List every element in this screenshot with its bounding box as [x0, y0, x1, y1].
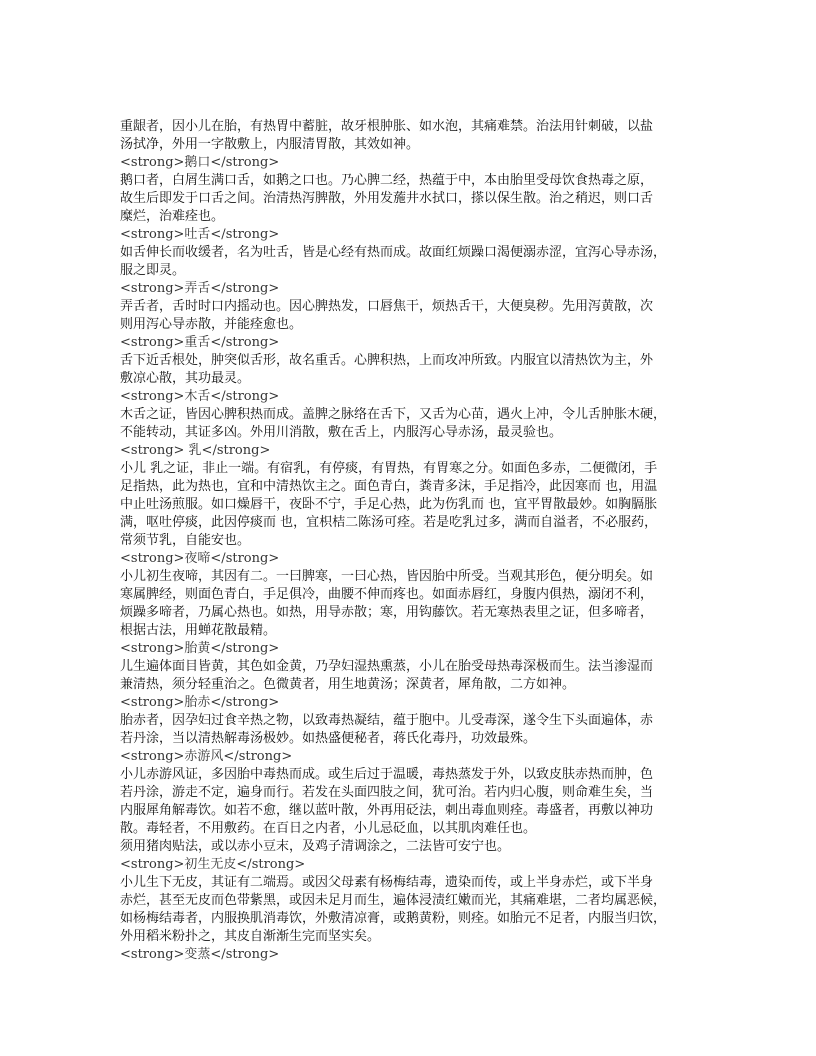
text-line: 若丹涂，当以清热解毒汤极妙。如热盛便秘者，蒋氏化毒丹，功效最殊。 [120, 731, 537, 746]
section-heading: <strong>重舌</strong> [120, 335, 280, 350]
text-line: 敷凉心散，其功最灵。 [120, 371, 251, 386]
text-line: 如杨梅结毒者，内服换肌消毒饮，外敷清凉膏，或鹅黄粉，则痊。如胎元不足者，内服当归饮， [120, 911, 667, 926]
text-line: 胎赤者，因孕妇过食辛热之物，以致毒热凝结，蕴于胞中。儿受毒深，遂令生下头面遍体，赤 [120, 713, 654, 728]
section-heading: <strong>鹅口</strong> [120, 155, 280, 170]
text-line: 弄舌者，舌时时口内摇动也。因心脾热发，口唇焦干，烦热舌干，大便臭秽。先用泻黄散，次 [120, 299, 654, 314]
text-line: 寒属脾经，则面色青白，手足俱冷，曲腰不伸而疼也。如面赤唇红，身腹内俱热，溺闭不利， [120, 587, 654, 602]
section-heading: <strong>胎黄</strong> [120, 641, 280, 656]
section-heading: <strong>夜啼</strong> [120, 551, 280, 566]
text-line: 则用泻心导赤散，并能痊愈也。 [120, 317, 303, 332]
section-heading: <strong>木舌</strong> [120, 389, 280, 404]
text-line: 兼清热，须分轻重治之。色微黄者，用生地黄汤；深黄者，犀角散，二方如神。 [120, 677, 576, 692]
text-line: 足指热，此为热也，宜和中清热饮主之。面色青白，粪青多沫，手足指冷，此因寒而 也，用温 [120, 479, 658, 494]
section-heading: <strong> 乳</strong> [120, 443, 271, 458]
text-line: 根据古法，用蝉花散最精。 [120, 623, 277, 638]
text-line: 鹅口者，白屑生满口舌，如鹅之口也。乃心脾二经，热蕴于中，本由胎里受母饮食热毒之原， [120, 173, 654, 188]
text-line: 小儿赤游风证，多因胎中毒热而成。或生后过于温暖，毒热蒸发于外，以致皮肤赤热而肿，色 [120, 767, 654, 782]
section-heading: <strong>胎赤</strong> [120, 695, 280, 710]
text-line: 故生后即发于口舌之间。治清热泻脾散，外用发葹井水拭口，搽以保生散。治之稍迟，则口舌 [120, 191, 654, 206]
text-line: 常须节乳，自能安也。 [120, 533, 251, 548]
text-line: 糜烂，治难痊也。 [120, 209, 225, 224]
text-line: 不能转动，其证多凶。外用川消散，敷在舌上，内服泻心导赤汤，最灵验也。 [120, 425, 563, 440]
text-line: 木舌之证，皆因心脾积热而成。盖脾之脉络在舌下，又舌为心苗，遇火上冲，令儿舌肿胀木硬， [120, 407, 667, 422]
text-line: 须用猪肉贴法，或以赤小豆末，及鸡子清调涂之，二法皆可安宁也。 [120, 839, 511, 854]
text-line: 小儿初生夜啼，其因有二。一曰脾寒，一曰心热，皆因胎中所受。当观其形色，便分明矣。如 [120, 569, 654, 584]
section-heading: <strong>赤游风</strong> [120, 749, 293, 764]
text-line: 儿生遍体面目皆黄，其色如金黄，乃孕妇湿热熏蒸，小儿在胎受母热毒深极而生。法当渗湿而 [120, 659, 654, 674]
document-body [120, 118, 698, 964]
text-line: 小儿 乳之证，非止一端。有宿乳，有停痰，有胃热，有胃寒之分。如面色多赤，二便微闭，手 [120, 461, 658, 476]
section-heading: <strong>弄舌</strong> [120, 281, 280, 296]
section-heading: <strong>变蒸</strong> [120, 947, 280, 962]
text-line: 散。毒轻者，不用敷药。在百日之内者，小儿忌砭血，以其肌肉难任也。 [120, 821, 537, 836]
text-line: 如舌伸长而收缓者，名为吐舌，皆是心经有热而成。故面红烦躁口渴便溺赤涩，宜泻心导赤汤， [120, 245, 667, 260]
text-line: 外用稻米粉扑之，其皮自渐渐生完而坚实矣。 [120, 929, 381, 944]
text-line: 中止吐汤煎服。如口燥唇干，夜卧不宁，手足心热，此为伤乳而 也，宜平胃散最妙。如胸膈胀 [120, 497, 658, 512]
text-line: 小儿生下无皮，其证有二端焉。或因父母素有杨梅结毒，遗染而传，或上半身赤烂，或下半身 [120, 875, 654, 890]
text-line: 满，呕吐停痰，此因停痰而 也，宜枳桔二陈汤可痊。若是吃乳过多，满而自溢者，不必服药， [120, 515, 658, 530]
section-heading: <strong>吐舌</strong> [120, 227, 280, 242]
text-line: 若丹涂，游走不定，遍身而行。若发在头面四肢之间，犹可治。若内归心腹，则命难生矣，当 [120, 785, 654, 800]
text-line: 内服犀角解毒饮。如若不愈，继以蓝叶散，外再用砭法，刺出毒血则痊。毒盛者，再敷以神功 [120, 803, 654, 818]
text-line: 服之即灵。 [120, 263, 186, 278]
section-heading: <strong>初生无皮</strong> [120, 857, 306, 872]
text-line: 烦躁多啼者，乃属心热也。如热，用导赤散；寒，用钩藤饮。若无寒热表里之证，但多啼者， [120, 605, 654, 620]
text-line: 赤烂，甚至无皮而色带紫黑，或因未足月而生，遍体浸渍红嫩而光，其痛难堪，二者均属恶候， [120, 893, 667, 908]
text-line: 舌下近舌根处，肿突似舌形，故名重舌。心脾积热，上而攻冲所致。内服宜以清热饮为主，外 [120, 353, 654, 368]
text-line: 重龈者，因小儿在胎，有热胃中蓄脏，故牙根肿胀、如水泡，其痛难禁。治法用针刺破，以盐 [120, 119, 654, 134]
text-line: 汤拭净，外用一字散敷上，内服清胃散，其效如神。 [120, 137, 420, 152]
